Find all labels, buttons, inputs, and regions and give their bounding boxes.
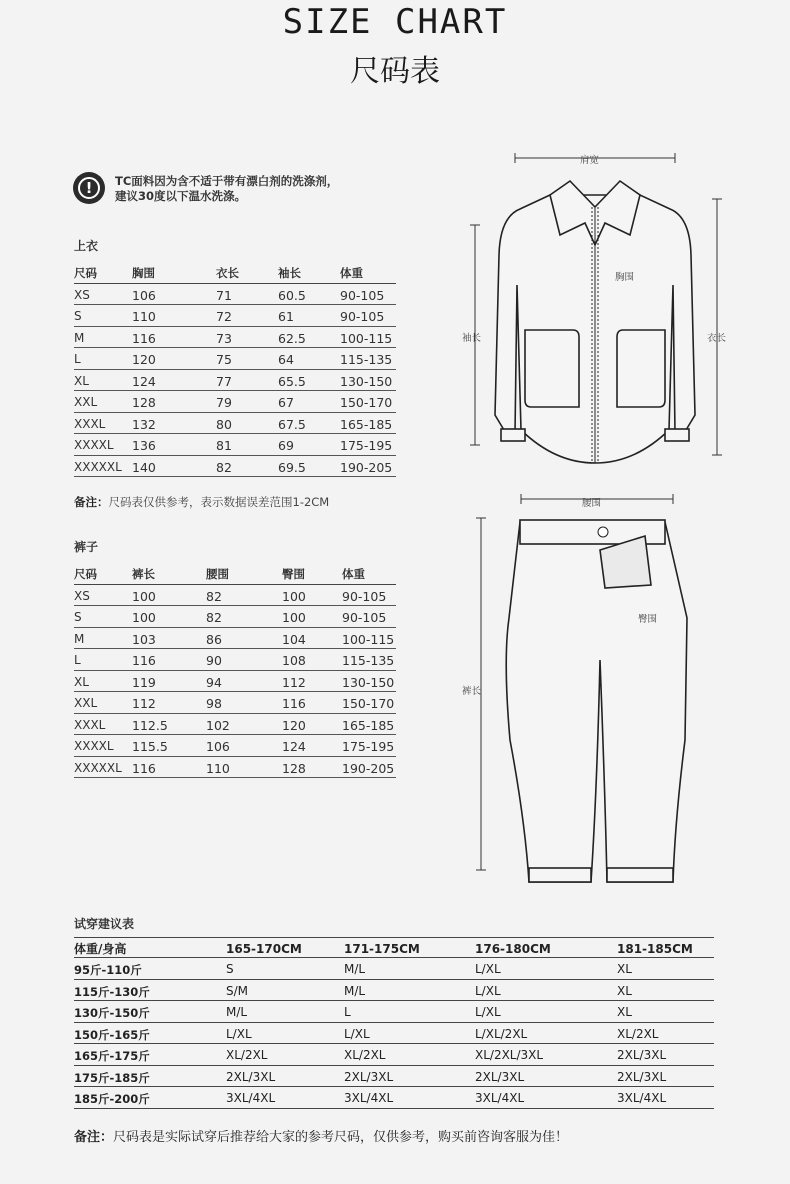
table-cell: XXL [74, 692, 132, 714]
table-cell: XL/2XL/3XL [475, 1044, 613, 1066]
table-row [74, 670, 396, 692]
table-cell: 3XL/4XL [340, 1087, 475, 1109]
table-cell: 120 [132, 348, 210, 370]
footer-note-text: 尺码表是实际试穿后推荐给大家的参考尺码，仅供参考，购买前咨询客服为佳！ [113, 1130, 569, 1145]
table-cell: 90 [206, 649, 282, 671]
table-cell: L/XL [475, 979, 613, 1001]
table-cell: 136 [132, 434, 210, 456]
table-cell: 110 [132, 305, 210, 327]
column-header: 胸围 [132, 261, 210, 283]
table-cell: 69.5 [278, 455, 336, 477]
table-row [74, 692, 396, 714]
table-row [74, 391, 396, 413]
pants-section-label: 裤子 [74, 540, 99, 554]
table-cell: L [74, 649, 132, 671]
table-cell: 185斤-200斤 [74, 1087, 202, 1109]
hip-label: 臀围 [638, 614, 658, 625]
table-cell: 82 [210, 455, 278, 477]
table-cell: XL/2XL [340, 1044, 475, 1066]
table-cell: L/XL [202, 1022, 340, 1044]
column-header: 体重 [338, 562, 396, 584]
table-row [74, 979, 714, 1001]
table-cell: M/L [340, 958, 475, 980]
table-cell: 116 [132, 326, 210, 348]
table-row [74, 756, 396, 778]
table-cell: 150-170 [338, 692, 396, 714]
table-cell: 75 [210, 348, 278, 370]
table-row [74, 369, 396, 391]
table-cell: 104 [282, 627, 338, 649]
table-cell: 124 [282, 735, 338, 757]
table-cell: 2XL/3XL [475, 1065, 613, 1087]
table-cell: 132 [132, 412, 210, 434]
warning-line-2: 建议30度以下温水洗涤。 [115, 189, 247, 203]
column-header: 176-180CM [475, 938, 613, 958]
table-cell: 2XL/3XL [613, 1044, 714, 1066]
table-cell: 100 [132, 584, 206, 606]
table-row [74, 412, 396, 434]
table-cell: 69 [278, 434, 336, 456]
table-cell: L/XL/2XL [475, 1022, 613, 1044]
fit-recommendation-table [74, 937, 714, 1109]
table-row [74, 958, 714, 980]
pants-diagram [455, 490, 695, 910]
table-cell: 116 [132, 649, 206, 671]
table-cell: 79 [210, 391, 278, 413]
pants-size-table [74, 562, 396, 778]
fit-section-label: 试穿建议表 [74, 917, 135, 931]
jacket-diagram [455, 145, 755, 475]
table-cell: 175-195 [336, 434, 396, 456]
table-cell: 95斤-110斤 [74, 958, 202, 980]
table-cell: 80 [210, 412, 278, 434]
table-cell: 100-115 [336, 326, 396, 348]
table-cell: XXXXXL [74, 756, 132, 778]
table-cell: 67 [278, 391, 336, 413]
column-header: 腰围 [206, 562, 282, 584]
table-cell: 175-195 [338, 735, 396, 757]
table-row [74, 627, 396, 649]
column-header: 171-175CM [340, 938, 475, 958]
table-row [74, 455, 396, 477]
table-row [74, 434, 396, 456]
table-cell: XL [613, 1001, 714, 1023]
table-cell: 128 [282, 756, 338, 778]
table-cell: 2XL/3XL [202, 1065, 340, 1087]
table-cell: 90-105 [336, 283, 396, 305]
table-cell: XXXXL [74, 735, 132, 757]
table-cell: 77 [210, 369, 278, 391]
table-cell: 64 [278, 348, 336, 370]
table-cell: 67.5 [278, 412, 336, 434]
table-row [74, 649, 396, 671]
table-cell: 98 [206, 692, 282, 714]
column-header: 体重 [336, 261, 396, 283]
table-cell: 60.5 [278, 283, 336, 305]
column-header: 袖长 [278, 261, 336, 283]
table-cell: XL [613, 958, 714, 980]
table-cell: 112 [132, 692, 206, 714]
page-title-cn: 尺码表 [350, 54, 440, 89]
table-cell: 73 [210, 326, 278, 348]
table-row [74, 606, 396, 628]
table-cell: 100 [282, 606, 338, 628]
table-cell: XXXL [74, 713, 132, 735]
pant-length-label: 裤长 [462, 686, 482, 697]
table-cell: 110 [206, 756, 282, 778]
measurement-note [74, 494, 329, 510]
table-cell: 82 [206, 606, 282, 628]
shoulder-label: 肩宽 [580, 155, 600, 166]
table-cell: 86 [206, 627, 282, 649]
table-cell: 61 [278, 305, 336, 327]
table-cell: 100 [132, 606, 206, 628]
table-cell: 115.5 [132, 735, 206, 757]
table-row [74, 735, 396, 757]
footer-note [74, 1126, 568, 1145]
table-row [74, 1065, 714, 1087]
column-header: 衣长 [210, 261, 278, 283]
table-cell: 165斤-175斤 [74, 1044, 202, 1066]
table-cell: XXXXL [74, 434, 132, 456]
table-cell: L [74, 348, 132, 370]
table-cell: L [340, 1001, 475, 1023]
table-cell: 100 [282, 584, 338, 606]
table-cell: M [74, 326, 132, 348]
table-cell: 2XL/3XL [340, 1065, 475, 1087]
page-title-en: SIZE CHART [282, 2, 508, 42]
table-cell: XXL [74, 391, 132, 413]
body-length-label: 衣长 [707, 333, 727, 344]
table-cell: 90-105 [338, 606, 396, 628]
table-cell: S [202, 958, 340, 980]
table-cell: 165-185 [338, 713, 396, 735]
table-cell: 108 [282, 649, 338, 671]
table-header-row [74, 261, 396, 283]
table-cell: L/XL [475, 1001, 613, 1023]
table-cell: 2XL/3XL [613, 1065, 714, 1087]
column-header: 裤长 [132, 562, 206, 584]
table-row [74, 1022, 714, 1044]
table-cell: 130-150 [336, 369, 396, 391]
top-size-table [74, 261, 396, 477]
table-cell: 3XL/4XL [613, 1087, 714, 1109]
table-cell: XXXXXL [74, 455, 132, 477]
table-cell: M/L [202, 1001, 340, 1023]
exclamation-icon: ! [73, 172, 105, 204]
table-cell: M/L [340, 979, 475, 1001]
table-cell: 81 [210, 434, 278, 456]
sleeve-label: 袖长 [462, 333, 482, 344]
table-cell: 116 [132, 756, 206, 778]
table-cell: XS [74, 283, 132, 305]
table-cell: 190-205 [338, 756, 396, 778]
table-cell: XXXL [74, 412, 132, 434]
table-cell: 130斤-150斤 [74, 1001, 202, 1023]
table-cell: 112.5 [132, 713, 206, 735]
column-header: 臀围 [282, 562, 338, 584]
table-cell: XL/2XL [613, 1022, 714, 1044]
table-cell: 115斤-130斤 [74, 979, 202, 1001]
table-cell: 71 [210, 283, 278, 305]
table-row [74, 1044, 714, 1066]
table-cell: 90-105 [338, 584, 396, 606]
column-header: 181-185CM [613, 938, 714, 958]
table-cell: 65.5 [278, 369, 336, 391]
table-cell: 62.5 [278, 326, 336, 348]
table-cell: M [74, 627, 132, 649]
table-cell: XL [74, 369, 132, 391]
table-cell: 3XL/4XL [475, 1087, 613, 1109]
table-cell: S [74, 606, 132, 628]
column-header: 体重/身高 [74, 938, 202, 958]
table-cell: 150斤-165斤 [74, 1022, 202, 1044]
table-row [74, 348, 396, 370]
table-row [74, 713, 396, 735]
table-cell: XL/2XL [202, 1044, 340, 1066]
note-text: 尺码表仅供参考，表示数据误差范围1-2CM [108, 495, 330, 509]
table-cell: 102 [206, 713, 282, 735]
table-cell: 165-185 [336, 412, 396, 434]
table-cell: XS [74, 584, 132, 606]
table-cell: S/M [202, 979, 340, 1001]
column-header: 尺码 [74, 562, 132, 584]
table-cell: 106 [206, 735, 282, 757]
washing-warning [115, 174, 338, 204]
table-cell: 120 [282, 713, 338, 735]
table-cell: 130-150 [338, 670, 396, 692]
table-cell: 128 [132, 391, 210, 413]
table-cell: S [74, 305, 132, 327]
table-cell: 100-115 [338, 627, 396, 649]
table-cell: 140 [132, 455, 210, 477]
table-cell: 106 [132, 283, 210, 305]
table-header-row [74, 938, 714, 958]
note-label: 备注： [74, 495, 109, 509]
column-header: 尺码 [74, 261, 132, 283]
table-cell: 115-135 [338, 649, 396, 671]
column-header: 165-170CM [202, 938, 340, 958]
table-row [74, 1087, 714, 1109]
table-cell: 116 [282, 692, 338, 714]
table-header-row [74, 562, 396, 584]
table-cell: 3XL/4XL [202, 1087, 340, 1109]
table-cell: L/XL [475, 958, 613, 980]
table-cell: 124 [132, 369, 210, 391]
table-row [74, 305, 396, 327]
warning-line-1: TC面料因为含不适于带有漂白剂的洗涤剂， [115, 174, 339, 188]
table-cell: 90-105 [336, 305, 396, 327]
waist-label: 腰围 [582, 498, 602, 509]
table-row [74, 326, 396, 348]
table-cell: 112 [282, 670, 338, 692]
chest-label: 胸围 [615, 272, 635, 283]
table-row [74, 1001, 714, 1023]
table-cell: 190-205 [336, 455, 396, 477]
table-cell: 119 [132, 670, 206, 692]
table-cell: 150-170 [336, 391, 396, 413]
table-cell: L/XL [340, 1022, 475, 1044]
top-section-label: 上衣 [74, 239, 99, 253]
table-cell: 175斤-185斤 [74, 1065, 202, 1087]
table-cell: XL [74, 670, 132, 692]
table-cell: 103 [132, 627, 206, 649]
table-cell: 72 [210, 305, 278, 327]
table-cell: 94 [206, 670, 282, 692]
table-cell: 82 [206, 584, 282, 606]
table-cell: XL [613, 979, 714, 1001]
table-row [74, 584, 396, 606]
table-row [74, 283, 396, 305]
footer-note-label: 备注： [74, 1130, 114, 1145]
table-cell: 115-135 [336, 348, 396, 370]
